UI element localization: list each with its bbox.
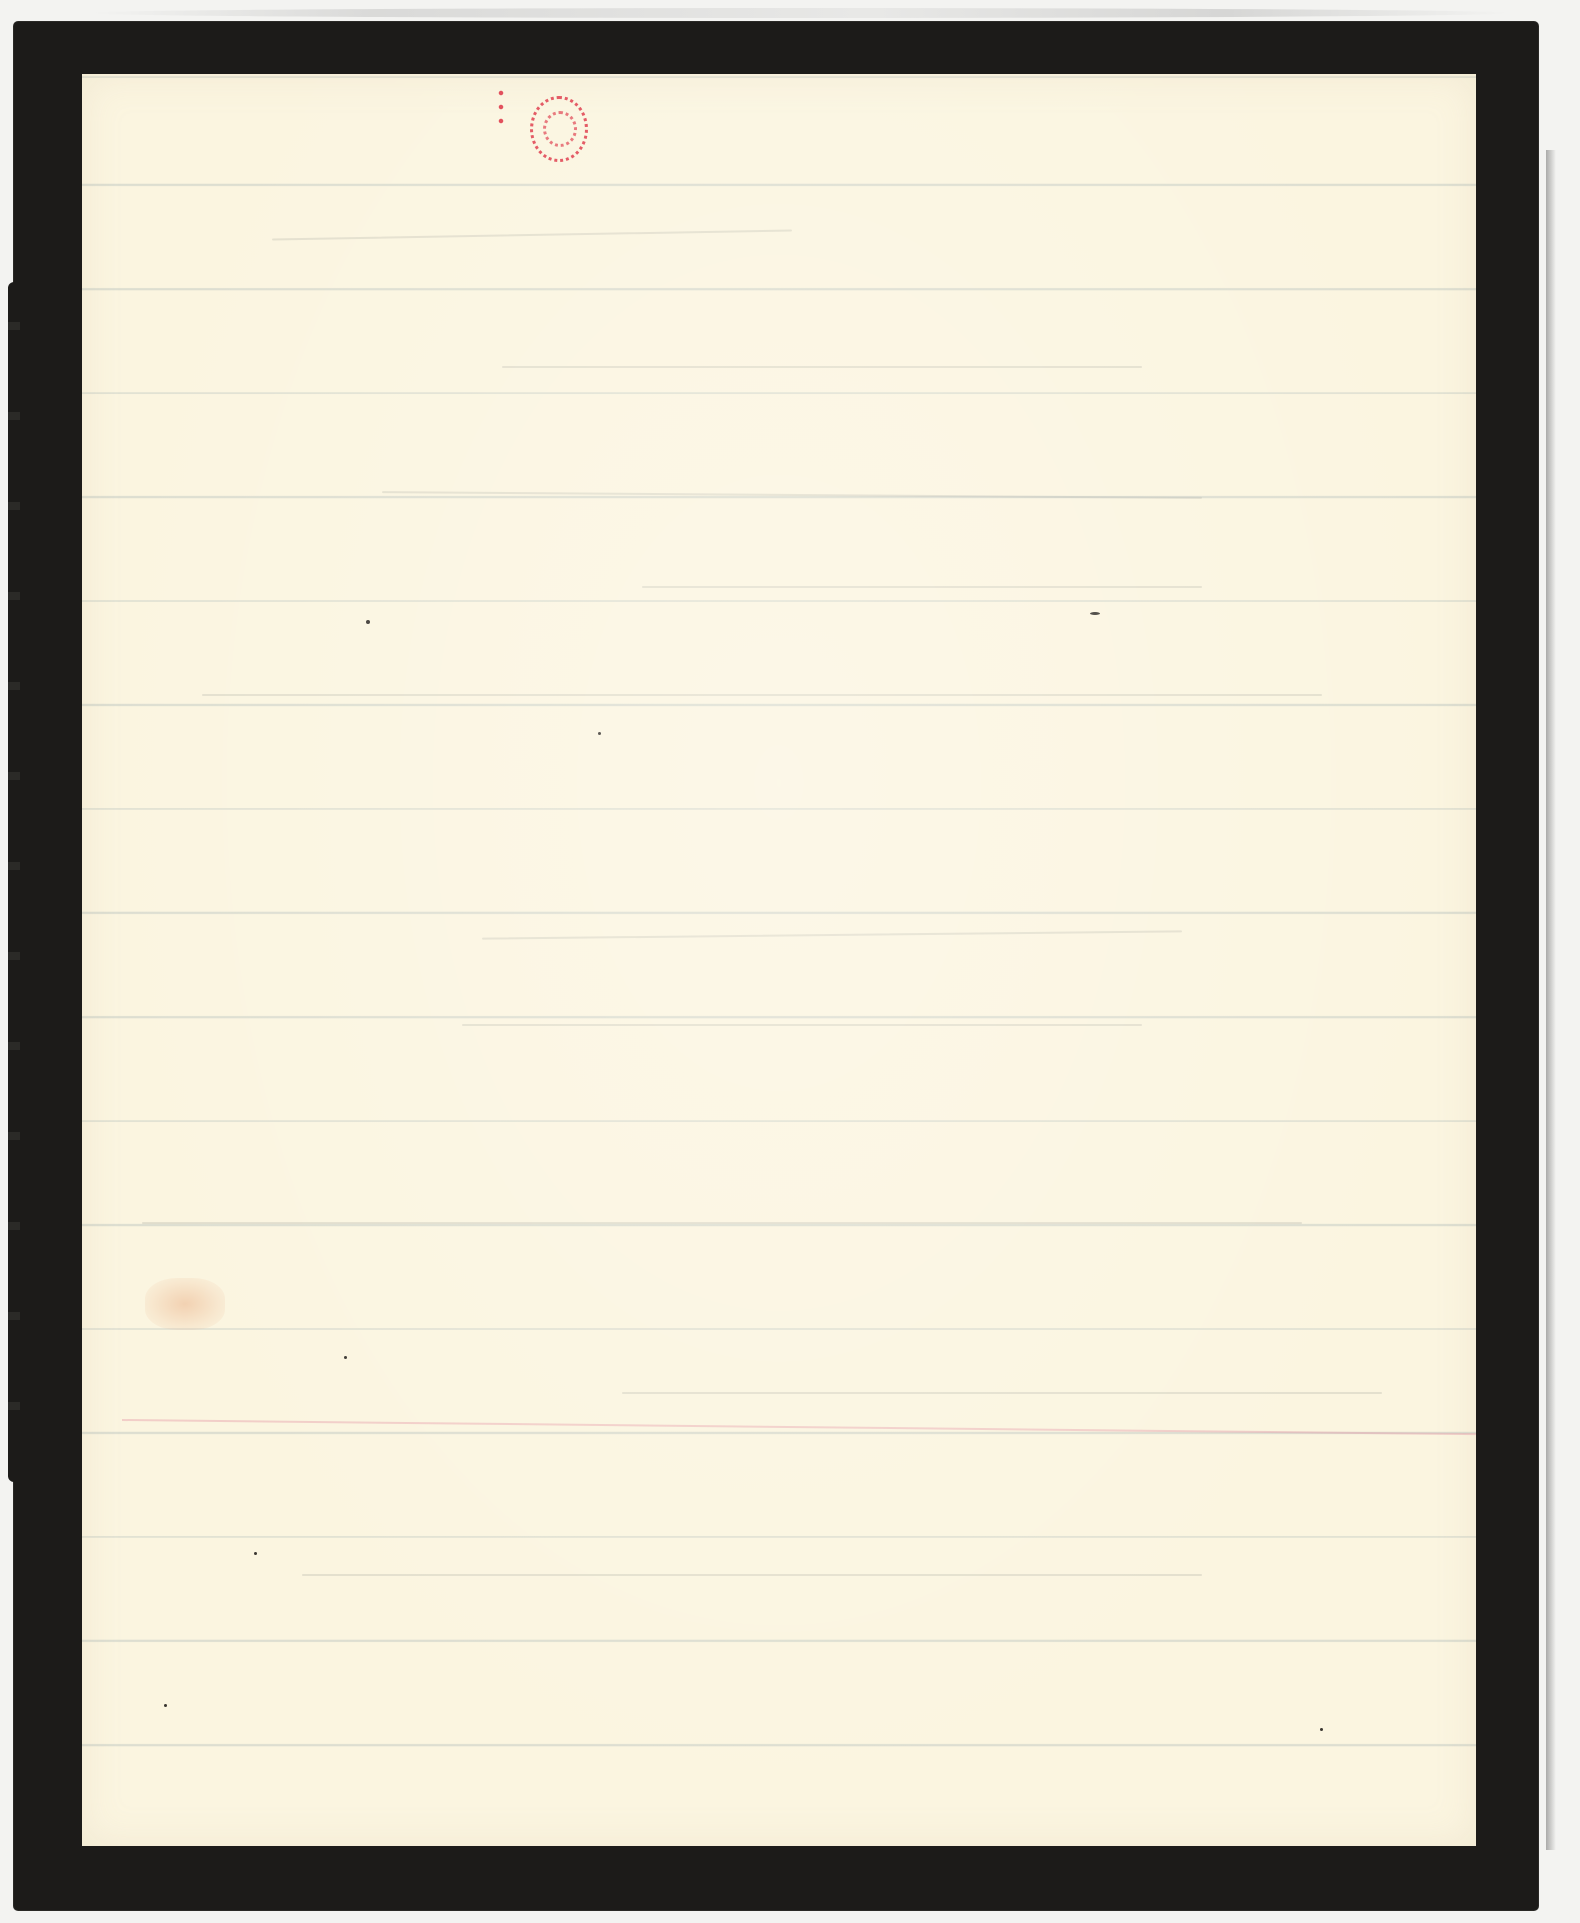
ink-speck — [1090, 612, 1100, 615]
paper-stain — [145, 1278, 225, 1330]
red-margin-line — [122, 1419, 1476, 1435]
scanner-streak — [90, 8, 1510, 18]
bleed-through-stroke — [482, 930, 1182, 939]
bleed-through-stroke — [382, 491, 1202, 499]
ink-speck — [254, 1552, 257, 1555]
ink-speck — [344, 1356, 347, 1359]
bleed-through-stroke — [462, 1024, 1142, 1026]
library-stamp-icon — [530, 96, 588, 162]
ink-speck — [598, 732, 601, 735]
scan-edge-shadow — [1546, 150, 1556, 1850]
bleed-through-stroke — [302, 1574, 1202, 1576]
bleed-through-stroke — [642, 586, 1202, 588]
bleed-through-stroke — [142, 1222, 1302, 1224]
ruled-sheet — [82, 74, 1476, 1846]
bleed-through-stroke — [502, 366, 1142, 368]
stamp-fragment — [494, 86, 508, 130]
ink-speck — [1320, 1728, 1323, 1731]
bleed-through-stroke — [272, 229, 792, 240]
bleed-through-stroke — [202, 694, 1322, 696]
ink-speck — [164, 1704, 167, 1707]
ink-speck — [366, 620, 370, 624]
bleed-through-stroke — [622, 1392, 1382, 1394]
